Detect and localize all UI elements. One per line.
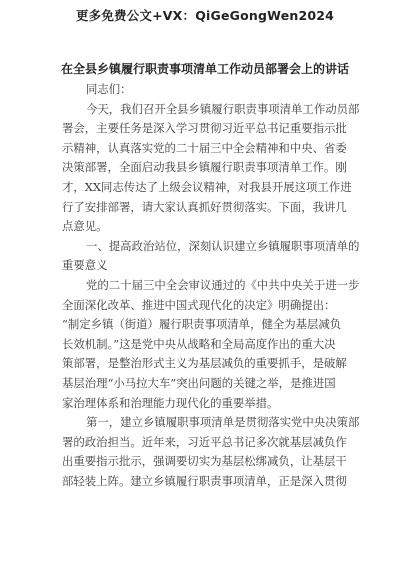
body-line: 决策部署，全面启动我县乡镇履行职责事项清单工作。刚 — [62, 160, 347, 175]
body-line: 部轻装上阵。建立乡镇履行职责事项清单，正是深入贯彻 — [62, 473, 347, 488]
body-line: “制定乡镇（街道）履行职责事项清单，健全为基层减负 — [62, 317, 342, 332]
body-line: 一、提高政治站位，深刻认识建立乡镇履职事项清单的 — [86, 238, 360, 253]
body-line: 第一，建立乡镇履职事项清单是贯彻落实党中央决策部 — [86, 415, 360, 430]
body-line: 点意见。 — [62, 219, 108, 234]
body-line: 策部署，是整治形式主义为基层减负的重要抓手，是破解 — [62, 356, 347, 371]
promo-banner: 更多免费公文+VX：QiGeGongWen2024 — [75, 8, 335, 23]
body-line: 长效机制。”这是党中央从战略和全局高度作出的重大决 — [62, 336, 336, 351]
body-line: 党的二十届三中全会审议通过的《中共中央关于进一步 — [86, 277, 360, 292]
body-line: 出重要指示批示，强调要切实为基层松绑减负，让基层干 — [62, 454, 347, 469]
body-line: 今天，我们召开全县乡镇履行职责事项清单工作动员部 — [86, 101, 360, 116]
document-title: 在全县乡镇履行职责事项清单工作动员部署会上的讲话 — [60, 62, 349, 76]
body-line: 署会，主要任务是深入学习贯彻习近平总书记重要指示批 — [62, 121, 347, 136]
body-line: 署的政治担当。近年来，习近平总书记多次就基层减负作 — [62, 434, 347, 449]
body-line: 基层治理“小马拉大车”突出问题的关键之举，是推进国 — [62, 375, 336, 390]
body-line: 才，XX同志传达了上级会议精神，对我县开展这项工作进 — [62, 179, 352, 194]
body-line: 家治理体系和治理能力现代化的重要举措。 — [62, 395, 279, 410]
body-line: 示精神，认真落实党的二十届三中全会精神和中央、省委 — [62, 140, 347, 155]
document-body — [62, 80, 360, 491]
body-line: 同志们： — [86, 82, 132, 96]
body-line: 重要意义 — [62, 258, 108, 273]
body-line: 行了安排部署，请大家认真抓好贯彻落实。下面，我讲几 — [62, 199, 347, 214]
body-line: 全面深化改革、推进中国式现代化的决定》明确提出： — [62, 297, 336, 312]
